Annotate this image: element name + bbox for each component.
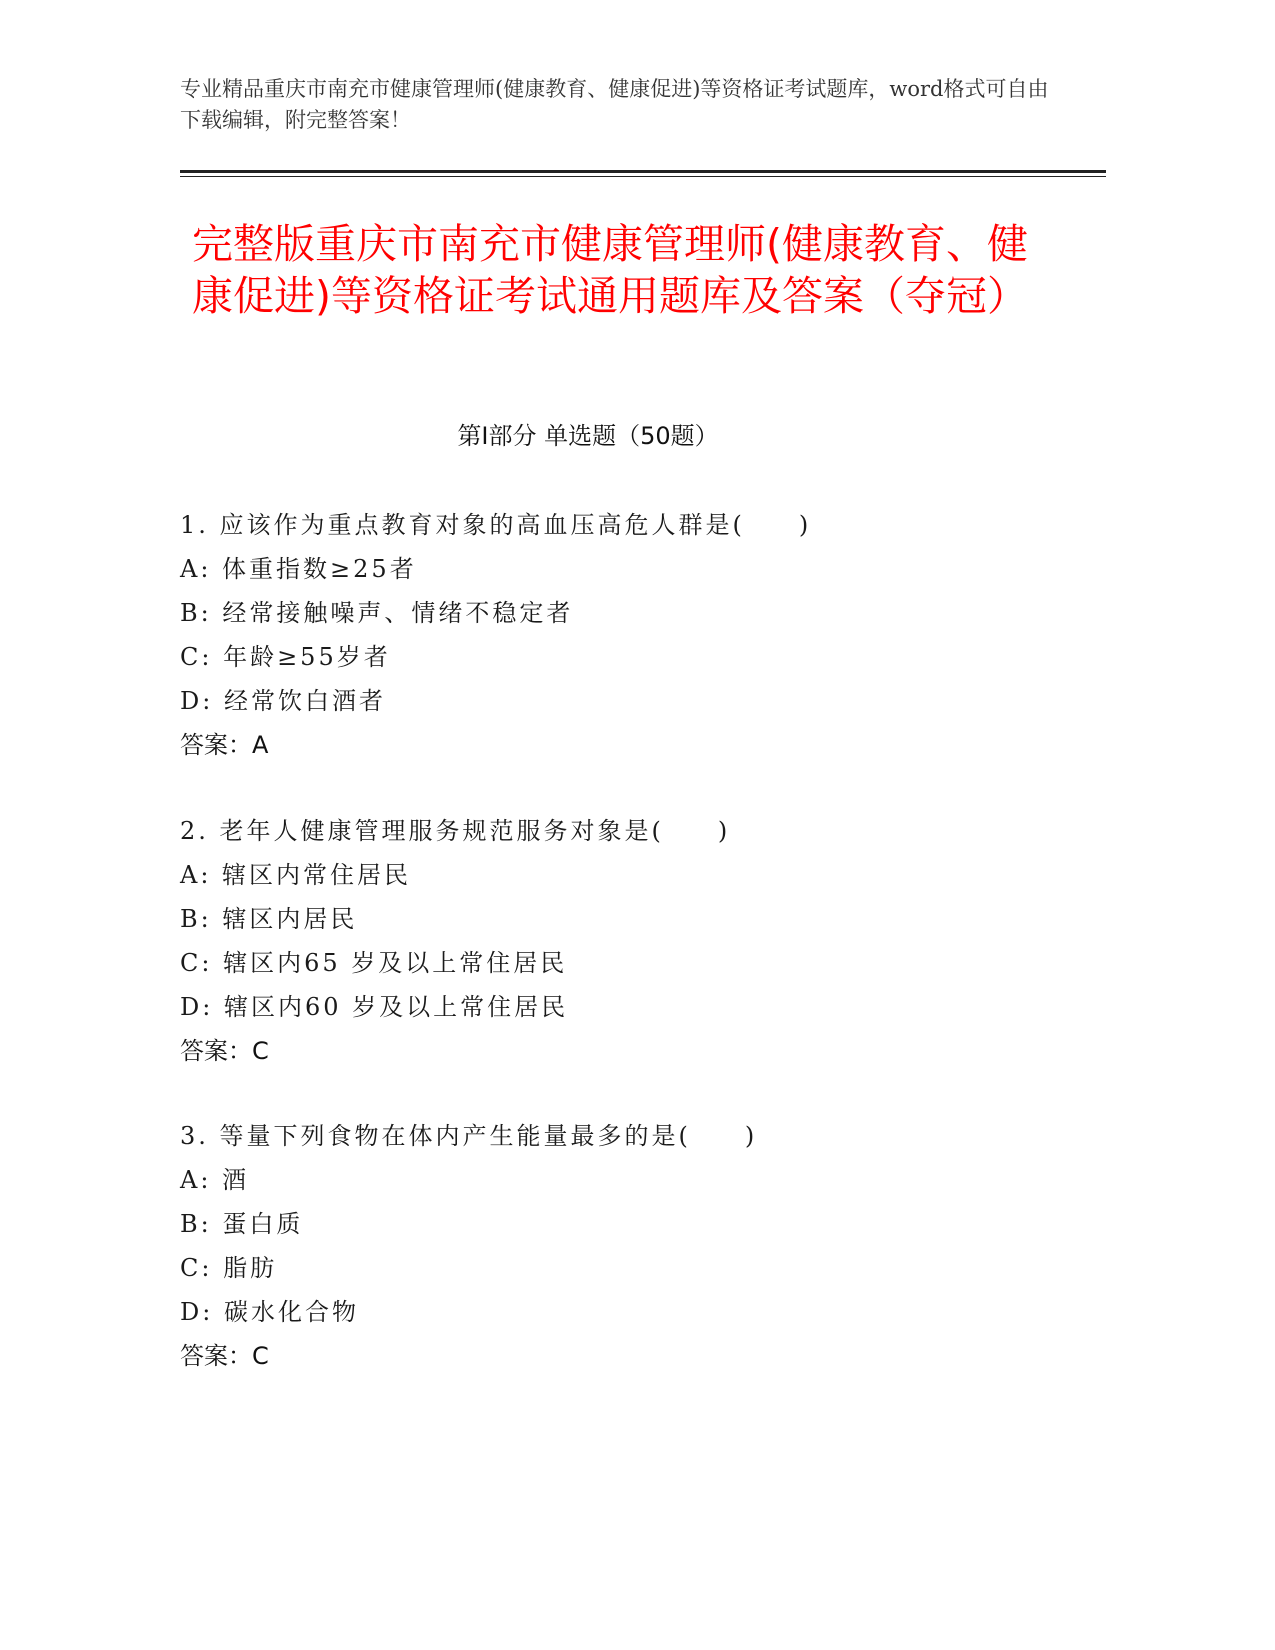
header-divider-thick (180, 170, 1106, 173)
option-b: B: 辖区内居民 (180, 905, 358, 933)
question-1 (180, 503, 1080, 767)
header-note: 专业精品重庆市南充市健康管理师(健康教育、健康促进)等资格证考试题库，word格式可自由下载编辑，附完整答案！ (180, 77, 1049, 132)
option-a: A: 辖区内常住居民 (180, 861, 412, 889)
section-heading: 第Ⅰ部分 单选题（50题） (457, 422, 719, 450)
answer-line: 答案：A (180, 731, 269, 759)
document-title: 完整版重庆市南充市健康管理师(健康教育、健康促进)等资格证考试通用题库及答案（夺冠） (192, 220, 1028, 320)
option-d: D: 碳水化合物 (180, 1298, 359, 1326)
option-a: A: 体重指数≥25者 (180, 555, 417, 583)
option-d: D: 经常饮白酒者 (180, 687, 386, 715)
option-d: D: 辖区内60 岁及以上常住居民 (180, 993, 569, 1021)
question-stem: 3. 等量下列食物在体内产生能量最多的是( ) (180, 1122, 758, 1150)
answer-line: 答案：C (180, 1037, 269, 1065)
option-c: C: 年龄≥55岁者 (180, 643, 391, 671)
option-b: B: 经常接触噪声、情绪不稳定者 (180, 599, 574, 627)
option-a: A: 酒 (180, 1166, 250, 1194)
question-stem: 1. 应该作为重点教育对象的高血压高危人群是( ) (180, 511, 812, 539)
option-c: C: 脂肪 (180, 1254, 278, 1282)
header-divider-thin (180, 176, 1106, 177)
question-2 (180, 809, 1080, 1073)
question-stem: 2. 老年人健康管理服务规范服务对象是( ) (180, 817, 731, 845)
answer-line: 答案：C (180, 1342, 269, 1370)
option-b: B: 蛋白质 (180, 1210, 304, 1238)
question-3 (180, 1114, 1080, 1378)
option-c: C: 辖区内65 岁及以上常住居民 (180, 949, 568, 977)
